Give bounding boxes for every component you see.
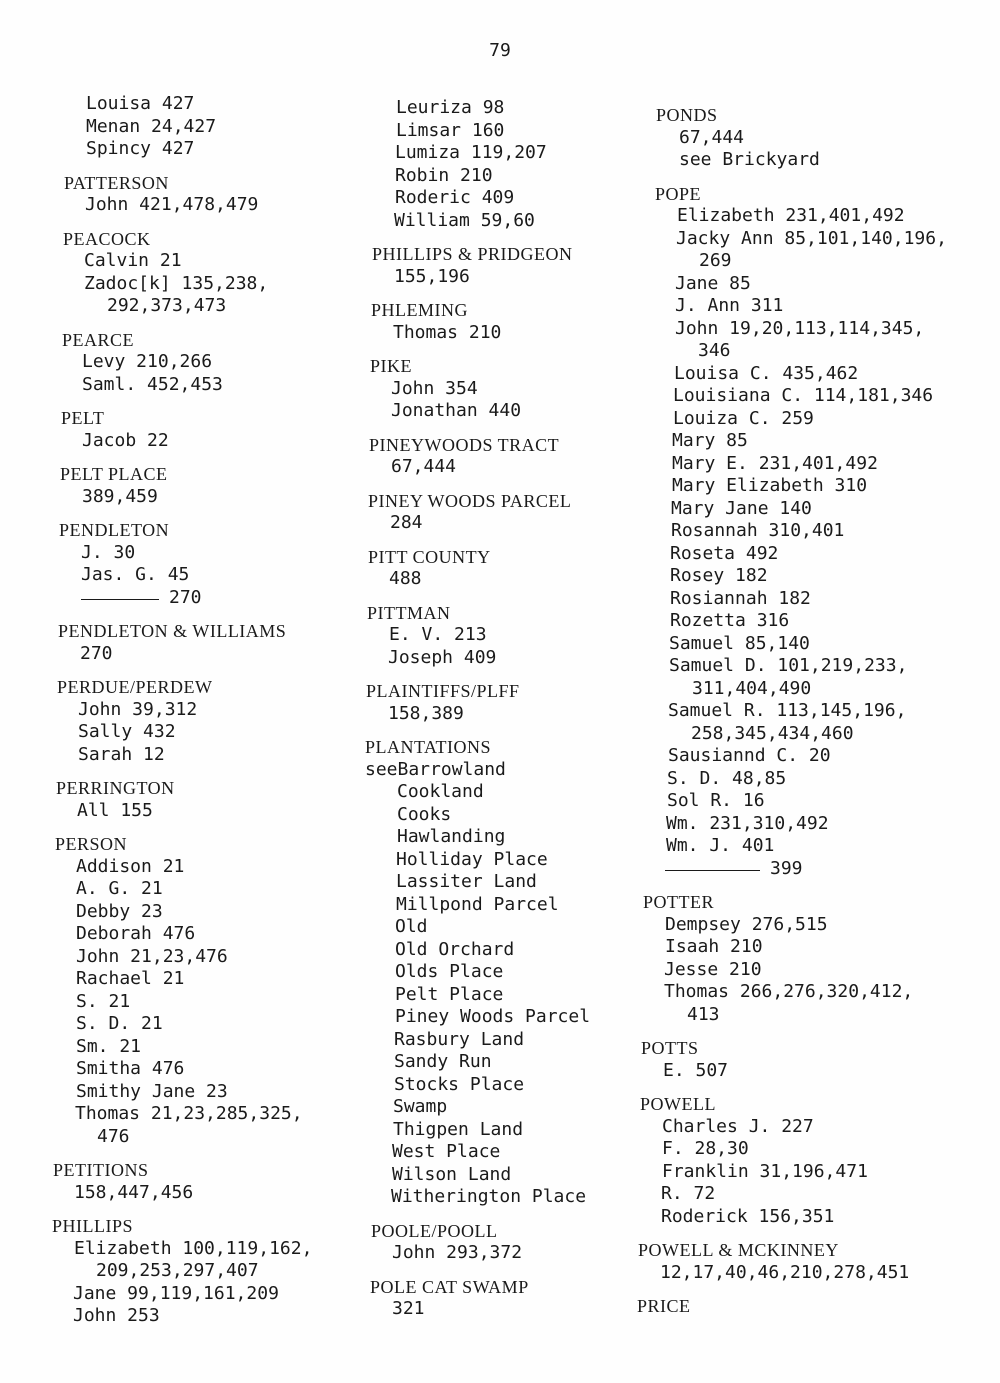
see-item: Cooks (397, 803, 452, 825)
index-continuation: 311,404,490 (692, 677, 812, 699)
index-subentry: Wm. 231,310,492 (666, 812, 829, 834)
index-heading: PINEYWOODS TRACT (369, 434, 560, 455)
index-subentry: Elizabeth 100,119,162, (74, 1237, 313, 1259)
index-subentry: 12,17,40,46,210,278,451 (660, 1261, 910, 1283)
see-item: Old Orchard (395, 938, 515, 960)
index-continuation: 413 (687, 1003, 720, 1025)
see-item: Pelt Place (395, 983, 504, 1005)
index-subentry: Jas. G. 45 (81, 564, 190, 585)
index-subentry: Jesse 210 (664, 958, 762, 980)
see-reference: see Brickyard (679, 149, 820, 170)
index-heading: PONDS (656, 105, 718, 125)
index-subentry: Isaah 210 (665, 936, 763, 957)
index-entry (52, 620, 362, 665)
see-item: West Place (392, 1141, 501, 1162)
index-subentry: F. 28,30 (662, 1138, 749, 1159)
index-subentry: S. 21 (76, 990, 131, 1012)
index-entry (365, 434, 675, 479)
index-column-2 (365, 97, 675, 1332)
index-entry (637, 1239, 947, 1284)
index-heading: PATTERSON (64, 172, 169, 193)
index-entry (52, 407, 362, 452)
index-subentry: Limsar 160 (396, 119, 505, 141)
index-subentry: John 21,23,476 (76, 945, 228, 967)
index-subentry: Zadoc[k] 135,238, (84, 272, 269, 294)
index-subentry: Louisa 427 (86, 93, 195, 114)
page-number: 79 (489, 40, 511, 61)
index-subentry: John 421,478,479 (85, 194, 259, 215)
index-subentry: Sarah 12 (78, 743, 165, 765)
index-heading: POWELL & MCKINNEY (638, 1240, 839, 1260)
index-continuation: 346 (698, 340, 731, 361)
blank-name-line (665, 869, 760, 871)
index-heading: PERRINGTON (56, 778, 175, 798)
index-heading: PELT (61, 408, 105, 428)
see-item: Rasbury Land (394, 1028, 525, 1050)
index-subentry: Rosey 182 (670, 565, 768, 586)
index-subentry: John 293,372 (392, 1242, 523, 1263)
index-entry (365, 1220, 675, 1265)
index-subentry: J. 30 (81, 541, 136, 563)
index-subentry: 67,444 (391, 456, 457, 477)
index-subentry: 155,196 (394, 265, 470, 287)
index-heading: PITT COUNTY (368, 546, 491, 567)
index-heading: PHLEMING (371, 300, 468, 320)
index-subentry: William 59,60 (394, 209, 535, 231)
index-heading: POOLE/POOLL (371, 1220, 498, 1241)
index-subentry: Louisiana C. 114,181,346 (673, 385, 934, 406)
index-subentry: Roseta 492 (670, 542, 779, 564)
index-entry (365, 546, 675, 591)
index-subentry-unnamed (637, 858, 947, 881)
index-subentry: Sausiannd C. 20 (668, 745, 831, 766)
index-subentry: Rosannah 310,401 (671, 520, 845, 541)
index-heading: PELT PLACE (60, 464, 168, 484)
index-subentry: Robin 210 (395, 164, 493, 186)
index-entry (637, 891, 947, 1026)
index-subentry: Wm. J. 401 (666, 835, 775, 856)
index-continuation: 292,373,473 (107, 295, 227, 316)
index-heading: PEARCE (62, 329, 135, 350)
see-item: Swamp (393, 1096, 448, 1117)
see-item: Old (395, 916, 428, 937)
index-subentry: Charles J. 227 (662, 1115, 814, 1137)
index-subentry: Mary E. 231,401,492 (672, 452, 878, 474)
index-subentry: Roderic 409 (395, 187, 515, 208)
see-item: Sandy Run (394, 1051, 492, 1072)
index-entry (365, 97, 675, 232)
index-entry (52, 833, 362, 1148)
index-subentry: 158,447,456 (74, 1181, 194, 1203)
index-subentry: Sm. 21 (76, 1035, 142, 1057)
index-entry (52, 777, 362, 822)
index-heading: PLANTATIONS (365, 737, 492, 757)
index-subentry: Samuel 85,140 (669, 632, 810, 654)
index-subentry: Louisa C. 435,462 (674, 362, 859, 384)
see-item: Stocks Place (394, 1073, 525, 1095)
index-subentry: 270 (80, 642, 113, 664)
index-subentry: 67,444 (679, 126, 745, 148)
index-subentry: Jonathan 440 (391, 400, 522, 421)
index-column-3 (637, 104, 947, 1329)
index-subentry: Levy 210,266 (82, 351, 213, 372)
index-subentry: E. V. 213 (389, 624, 487, 645)
index-subentry: 321 (392, 1298, 425, 1319)
index-subentry: Calvin 21 (84, 250, 182, 271)
index-subentry: E. 507 (663, 1059, 729, 1081)
index-subentry: Joseph 409 (388, 646, 497, 668)
index-subentry: John 19,20,113,114,345, (675, 317, 925, 339)
index-heading: PITTMAN (367, 602, 451, 623)
index-continuation: 258,345,434,460 (691, 722, 854, 744)
see-item: Thigpen Land (393, 1118, 524, 1140)
index-subentry: Sol R. 16 (667, 790, 765, 811)
index-subentry: 488 (389, 568, 422, 589)
index-subentry: 389,459 (82, 485, 158, 507)
index-entry (365, 243, 675, 288)
index-heading: PENDLETON & WILLIAMS (58, 621, 287, 641)
index-subentry: Menan 24,427 (86, 115, 217, 137)
index-subentry: Mary Jane 140 (671, 497, 812, 519)
index-subentry: Mary Elizabeth 310 (672, 475, 868, 496)
index-subentry: Thomas 266,276,320,412, (664, 981, 914, 1002)
see-item: Wilson Land (392, 1163, 512, 1185)
index-heading: PETITIONS (53, 1160, 149, 1180)
see-item: Lassiter Land (396, 871, 537, 892)
index-subentry: Louiza C. 259 (673, 407, 814, 429)
index-entry (52, 1159, 362, 1204)
index-heading: PHILLIPS (52, 1216, 134, 1236)
index-subentry: Smithy Jane 23 (76, 1080, 228, 1102)
index-entry (637, 1295, 947, 1318)
index-entry (365, 355, 675, 423)
index-continuation: 476 (97, 1125, 130, 1147)
see-reference: seeBarrowland (365, 758, 506, 780)
index-subentry: Thomas 210 (393, 321, 502, 343)
index-heading: POLE CAT SWAMP (370, 1276, 529, 1297)
index-entry (365, 299, 675, 344)
index-heading: POTTS (641, 1038, 699, 1058)
index-subentry: Sally 432 (78, 721, 176, 742)
index-heading: PRICE (637, 1296, 691, 1316)
index-heading: POPE (655, 183, 702, 204)
index-subentry: Debby 23 (76, 900, 163, 922)
index-heading: PEACOCK (63, 228, 151, 249)
index-subentry: Jacob 22 (82, 429, 169, 451)
index-entry (52, 463, 362, 508)
index-subentry: Deborah 476 (76, 923, 196, 944)
index-entry (52, 1215, 362, 1328)
index-entry (365, 736, 675, 1209)
index-subentry: John 39,312 (78, 698, 198, 720)
see-item: Millpond Parcel (396, 893, 559, 915)
index-heading: POWELL (640, 1094, 716, 1114)
index-subentry: S. D. 48,85 (667, 767, 787, 789)
index-subentry: 158,389 (388, 702, 464, 724)
index-heading: PLAINTIFFS/PLFF (366, 681, 520, 701)
index-continuation: 269 (699, 250, 732, 271)
index-entry (637, 1093, 947, 1228)
index-subentry: Roderick 156,351 (661, 1205, 835, 1227)
index-heading: PINEY WOODS PARCEL (368, 490, 572, 511)
index-subentry-unnamed (52, 587, 362, 610)
index-heading: PENDLETON (59, 520, 170, 540)
see-item: Piney Woods Parcel (395, 1006, 591, 1027)
index-subentry: Elizabeth 231,401,492 (677, 205, 905, 226)
index-subentry: Dempsey 276,515 (665, 913, 828, 935)
index-subentry: Rosiannah 182 (670, 587, 811, 609)
index-subentry: Rachael 21 (76, 968, 185, 989)
index-subentry: Jane 85 (675, 272, 751, 294)
index-subentry: Rozetta 316 (670, 610, 790, 631)
index-subentry: Addison 21 (76, 855, 185, 877)
index-entry (637, 104, 947, 172)
see-item: Hawlanding (397, 826, 506, 847)
index-entry (637, 1037, 947, 1082)
index-subentry: All 155 (77, 799, 153, 821)
see-item: Olds Place (395, 961, 504, 982)
index-entry (52, 93, 362, 161)
index-pages: 399 (770, 857, 803, 879)
index-entry (52, 172, 362, 217)
index-entry (52, 676, 362, 766)
index-subentry: Franklin 31,196,471 (662, 1160, 868, 1182)
index-subentry: Lumiza 119,207 (395, 142, 547, 163)
see-item: Cookland (397, 781, 484, 802)
index-heading: PERDUE/PERDEW (57, 677, 213, 697)
index-subentry: R. 72 (661, 1183, 716, 1204)
index-entry (637, 183, 947, 881)
index-entry (365, 1276, 675, 1321)
index-subentry: Smitha 476 (76, 1058, 185, 1079)
index-heading: PIKE (370, 356, 412, 376)
index-pages: 270 (169, 586, 202, 608)
index-subentry: Mary 85 (672, 430, 748, 451)
index-heading: PERSON (55, 834, 128, 854)
index-heading: PHILLIPS & PRIDGEON (372, 244, 573, 264)
index-entry (52, 228, 362, 318)
index-subentry: Jacky Ann 85,101,140,196, (676, 227, 947, 249)
index-subentry: Samuel R. 113,145,196, (668, 700, 907, 721)
index-subentry: Thomas 21,23,285,325, (75, 1103, 303, 1124)
index-subentry: S. D. 21 (76, 1013, 163, 1034)
blank-name-line (81, 598, 159, 600)
index-continuation: 209,253,297,407 (96, 1260, 259, 1281)
index-column-1 (52, 93, 362, 1339)
index-entry (52, 329, 362, 397)
index-heading: POTTER (643, 892, 715, 912)
index-subentry: Leuriza 98 (396, 97, 505, 118)
index-subentry: Jane 99,119,161,209 (73, 1282, 279, 1304)
index-subentry: John 253 (73, 1305, 160, 1326)
index-subentry: J. Ann 311 (675, 295, 784, 316)
index-subentry: John 354 (391, 377, 478, 399)
index-subentry: A. G. 21 (76, 878, 163, 899)
index-subentry: Spincy 427 (86, 138, 195, 159)
index-subentry: 284 (390, 512, 423, 533)
index-subentry: Saml. 452,453 (82, 373, 223, 395)
see-item: Witherington Place (391, 1186, 587, 1207)
index-entry (365, 602, 675, 670)
see-item: Holliday Place (396, 848, 548, 870)
index-subentry: Samuel D. 101,219,233, (669, 655, 908, 676)
index-entry (365, 490, 675, 535)
index-entry (365, 680, 675, 725)
index-entry (52, 519, 362, 609)
